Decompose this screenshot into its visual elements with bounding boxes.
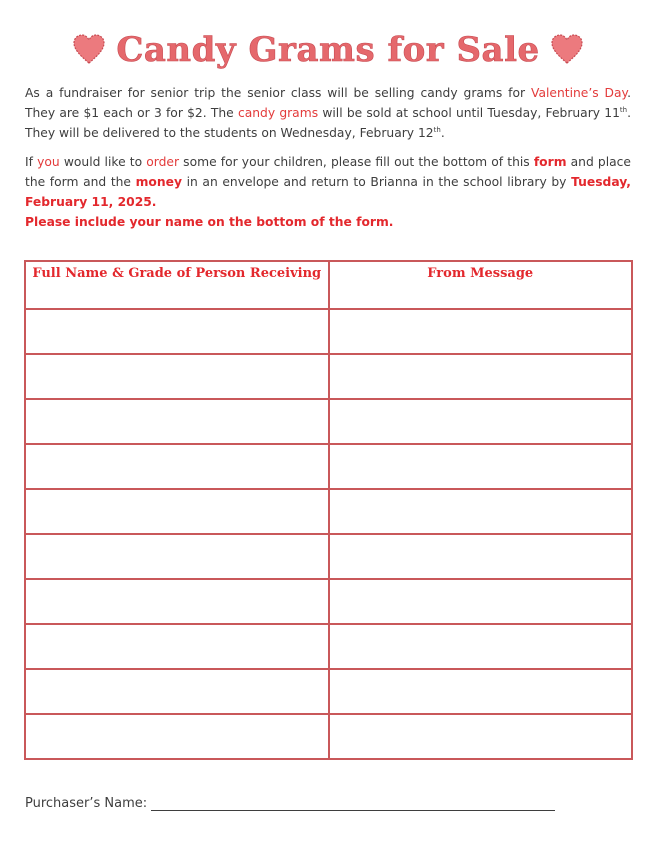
from-message-cell[interactable] bbox=[329, 669, 633, 714]
table-row bbox=[25, 579, 632, 624]
text: in an envelope and return to Brianna in the school library by bbox=[181, 175, 572, 189]
from-message-cell[interactable] bbox=[329, 489, 633, 534]
from-message-cell[interactable] bbox=[329, 399, 633, 444]
highlight-you: you bbox=[37, 155, 60, 169]
from-message-cell[interactable] bbox=[329, 354, 633, 399]
table-row bbox=[25, 714, 632, 759]
table-row bbox=[25, 669, 632, 714]
recipient-name-cell[interactable] bbox=[25, 489, 329, 534]
recipient-name-cell[interactable] bbox=[25, 444, 329, 489]
superscript: th bbox=[433, 125, 441, 134]
recipient-name-cell[interactable] bbox=[25, 354, 329, 399]
text: and place the form and the bbox=[25, 155, 631, 189]
title-row bbox=[0, 22, 656, 78]
purchaser-name-field bbox=[25, 796, 555, 811]
highlight-valentines-day: Valentine’s Day bbox=[530, 86, 628, 100]
text: . bbox=[440, 126, 445, 140]
header-full-name-grade: Full Name & Grade of Person Receiving bbox=[25, 261, 329, 309]
table-row bbox=[25, 534, 632, 579]
table-row bbox=[25, 399, 632, 444]
highlight-form: form bbox=[533, 155, 567, 169]
text: . They will be delivered to the students on Wednesday, February 12 bbox=[25, 106, 631, 140]
highlight-money: money bbox=[135, 175, 182, 189]
table-row bbox=[25, 489, 632, 534]
table-row bbox=[25, 309, 632, 354]
intro-paragraph bbox=[25, 83, 631, 143]
include-name-note: Please include your name on the bottom of the form. bbox=[25, 215, 394, 229]
recipient-name-cell[interactable] bbox=[25, 399, 329, 444]
from-message-cell[interactable] bbox=[329, 714, 633, 759]
text: will be sold at school until Tuesday, February 11 bbox=[318, 106, 620, 120]
recipient-name-cell[interactable] bbox=[25, 309, 329, 354]
purchaser-name-label: Purchaser’s Name: bbox=[25, 796, 148, 811]
header-from-message: From Message bbox=[329, 261, 633, 309]
table-row bbox=[25, 444, 632, 489]
recipient-name-cell[interactable] bbox=[25, 669, 329, 714]
recipient-name-cell[interactable] bbox=[25, 714, 329, 759]
from-message-cell[interactable] bbox=[329, 579, 633, 624]
purchaser-name-line[interactable] bbox=[151, 796, 555, 811]
recipient-name-cell[interactable] bbox=[25, 624, 329, 669]
heart-icon bbox=[550, 33, 584, 67]
text: If bbox=[25, 155, 38, 169]
recipient-name-cell[interactable] bbox=[25, 579, 329, 624]
from-message-cell[interactable] bbox=[329, 534, 633, 579]
order-table bbox=[24, 260, 633, 760]
text: some for your children, please fill out the bottom of this bbox=[179, 155, 534, 169]
instructions-paragraph bbox=[25, 152, 631, 232]
text: would like to bbox=[59, 155, 147, 169]
table-row bbox=[25, 354, 632, 399]
superscript: th bbox=[619, 105, 628, 114]
page-title: Candy Grams for Sale bbox=[116, 30, 540, 70]
text: As a fundraiser for senior trip the senior class will be selling candy grams for bbox=[25, 86, 531, 100]
recipient-name-cell[interactable] bbox=[25, 534, 329, 579]
text: . They are $1 each or 3 for $2. The bbox=[25, 86, 631, 120]
heart-icon bbox=[72, 33, 106, 67]
table-row bbox=[25, 624, 632, 669]
from-message-cell[interactable] bbox=[329, 444, 633, 489]
from-message-cell[interactable] bbox=[329, 624, 633, 669]
table-header-row bbox=[25, 261, 632, 309]
highlight-order: order bbox=[146, 155, 180, 169]
highlight-candy-grams: candy grams bbox=[237, 106, 319, 120]
deadline-date: Tuesday, February 11, 2025. bbox=[25, 175, 631, 209]
from-message-cell[interactable] bbox=[329, 309, 633, 354]
